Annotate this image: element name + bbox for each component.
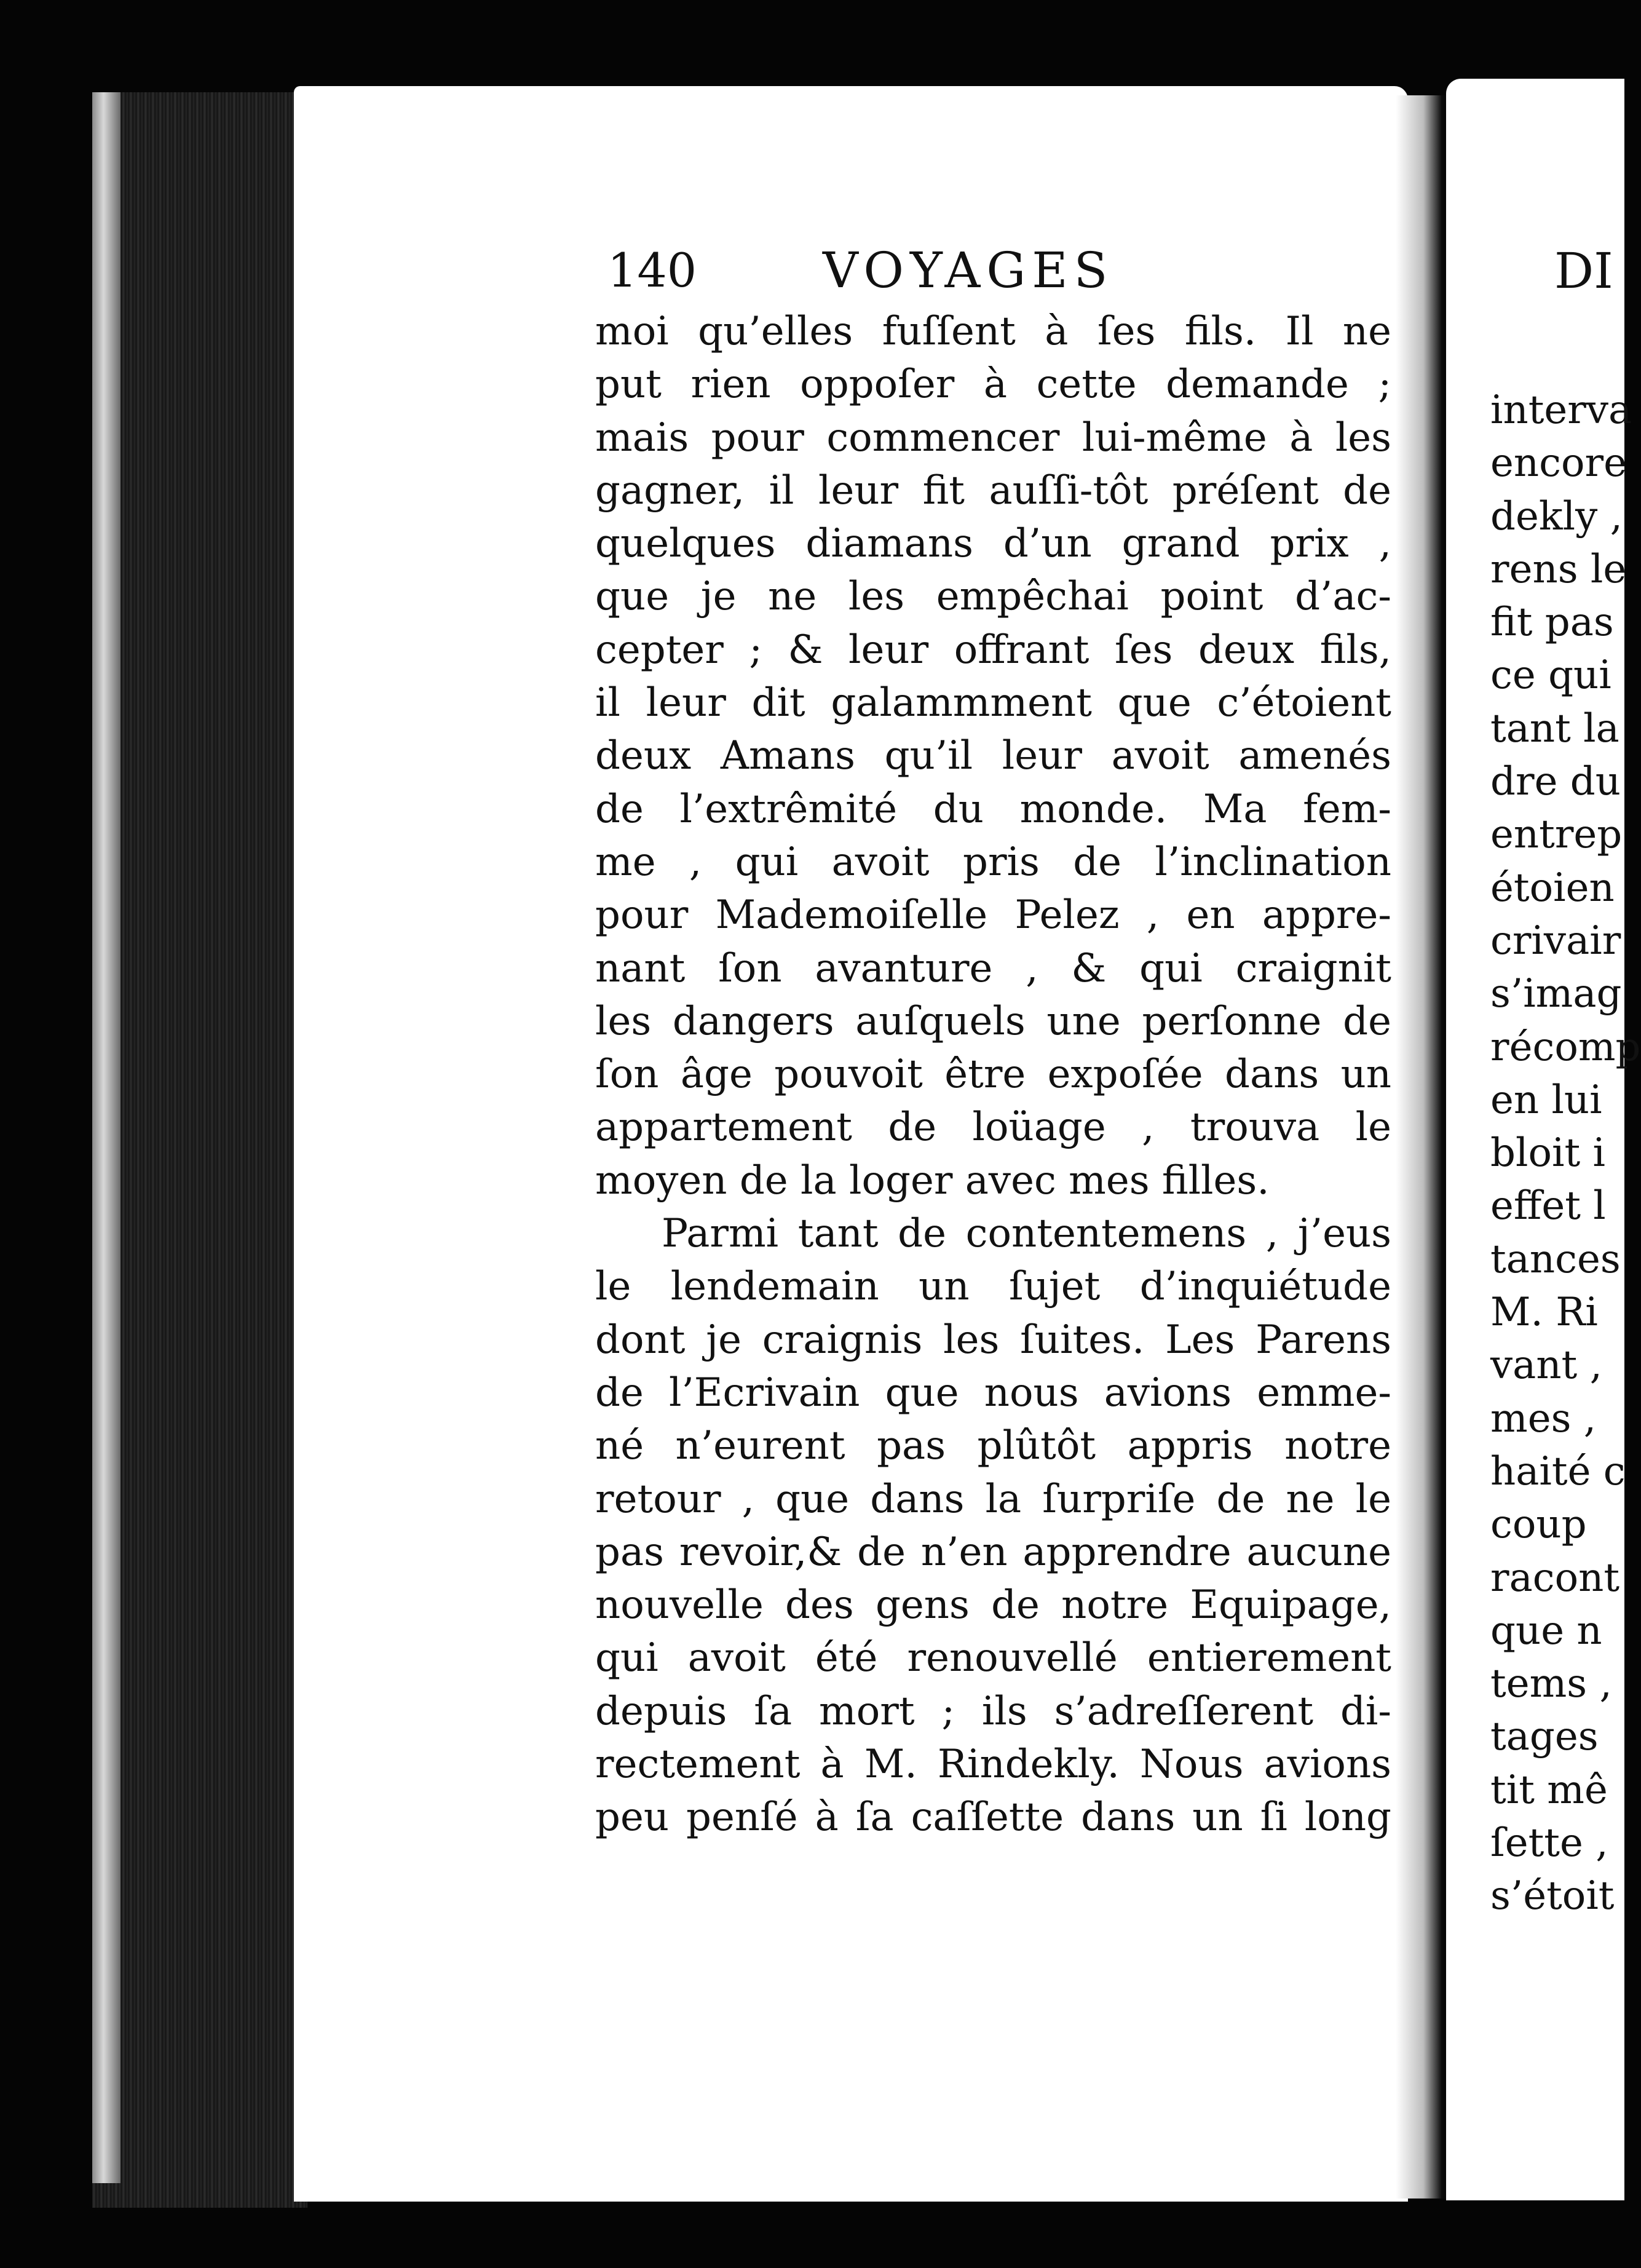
text-line: s’étoit <box>1490 1873 1615 1919</box>
text-line: mes , <box>1490 1395 1597 1441</box>
text-line: interva <box>1490 387 1632 433</box>
text-line: dekly , <box>1490 493 1623 539</box>
text-line: étoien <box>1490 865 1615 911</box>
text-line: tit mê <box>1490 1767 1608 1813</box>
text-line: dre du <box>1490 759 1621 805</box>
text-line: le lendemain un ſujet d’inquiétude <box>595 1264 1391 1310</box>
text-line: s’imag <box>1490 971 1622 1017</box>
text-line: pour Mademoiſelle Pelez , en appre- <box>595 892 1391 938</box>
text-line: haité c <box>1490 1448 1626 1494</box>
text-line: deux Amans qu’il leur avoit amenés <box>595 733 1391 779</box>
text-line: entrep <box>1490 812 1623 858</box>
text-line: il leur dit galammment que c’étoient <box>595 680 1391 726</box>
text-line: rectement à M. Rindekly. Nous avions <box>595 1742 1391 1788</box>
text-line: effet l <box>1490 1183 1606 1229</box>
book-edge <box>92 92 121 2183</box>
right-page-text <box>1490 384 1641 1923</box>
text-line: depuis ſa mort ; ils s’adreſſerent di- <box>595 1688 1391 1734</box>
text-line: coup <box>1490 1502 1587 1548</box>
text-line: rens le <box>1490 546 1627 592</box>
running-title: VOYAGES <box>823 242 1114 299</box>
page-number: 140 <box>607 243 697 298</box>
text-line: les dangers auſquels une perſonne de <box>595 998 1391 1044</box>
text-line: moyen de la loger avec mes filles. <box>595 1157 1270 1203</box>
text-line: encore <box>1490 440 1627 486</box>
right-page-header: DI <box>1554 242 1613 299</box>
text-line: récomp <box>1490 1024 1641 1070</box>
text-line: bloit i <box>1490 1130 1605 1176</box>
text-line: Parmi tant de contentemens , j’eus <box>662 1211 1391 1257</box>
text-line: moi qu’elles fuſſent à ſes fils. Il ne <box>595 309 1391 354</box>
text-line: tances <box>1490 1236 1621 1282</box>
text-line: tems , <box>1490 1661 1612 1707</box>
text-line: ſon âge pouvoit être expoſée dans un <box>595 1052 1391 1098</box>
text-line: retour , que dans la ſurpriſe de ne le <box>595 1476 1391 1522</box>
text-line: crivair <box>1490 918 1621 964</box>
text-line: gagner, il leur fit auſſi-tôt préſent de <box>595 467 1391 513</box>
text-line: fit pas <box>1490 600 1614 646</box>
text-line: dont je craignis les ſuites. Les Parens <box>595 1317 1391 1363</box>
left-page-text <box>595 305 1391 1844</box>
text-line: que n <box>1490 1608 1602 1654</box>
text-line: ce qui <box>1490 652 1611 699</box>
text-line: put rien oppoſer à cette demande ; <box>595 362 1391 408</box>
text-line: peu penſé à ſa caſſette dans un ſi long <box>595 1794 1391 1841</box>
book-spine <box>92 92 307 2208</box>
text-line: tages <box>1490 1714 1599 1760</box>
text-line: ſette , <box>1490 1820 1608 1866</box>
text-line: mais pour commencer lui-même à les <box>595 414 1391 461</box>
text-line: appartement de loüage , trouva le <box>595 1104 1391 1151</box>
text-line: nouvelle des gens de notre Equipage, <box>595 1582 1391 1628</box>
text-line: que je ne les empêchai point d’ac- <box>595 574 1391 620</box>
text-line: pas revoir,& de n’en apprendre aucune <box>595 1529 1391 1575</box>
text-line: me , qui avoit pris de l’inclination <box>595 839 1391 885</box>
text-line: nant ſon avanture , & qui craignit <box>595 945 1391 991</box>
text-line: de l’Ecrivain que nous avions emme- <box>595 1370 1391 1416</box>
text-line: de l’extrêmité du monde. Ma fem- <box>595 786 1391 832</box>
text-line: né n’eurent pas plûtôt appris notre <box>595 1423 1391 1469</box>
text-line: qui avoit été renouvellé entierement <box>595 1635 1391 1681</box>
text-line: M. Ri <box>1490 1290 1598 1336</box>
page-header <box>607 237 1161 304</box>
text-line: racont <box>1490 1555 1620 1601</box>
text-line: quelques diamans d’un grand prix , <box>595 521 1391 567</box>
text-line: vant , <box>1490 1342 1602 1389</box>
text-line: en lui <box>1490 1077 1602 1123</box>
text-line: cepter ; & leur offrant ſes deux fils, <box>595 627 1391 673</box>
text-line: tant la <box>1490 705 1619 751</box>
right-page <box>1446 79 1641 2200</box>
